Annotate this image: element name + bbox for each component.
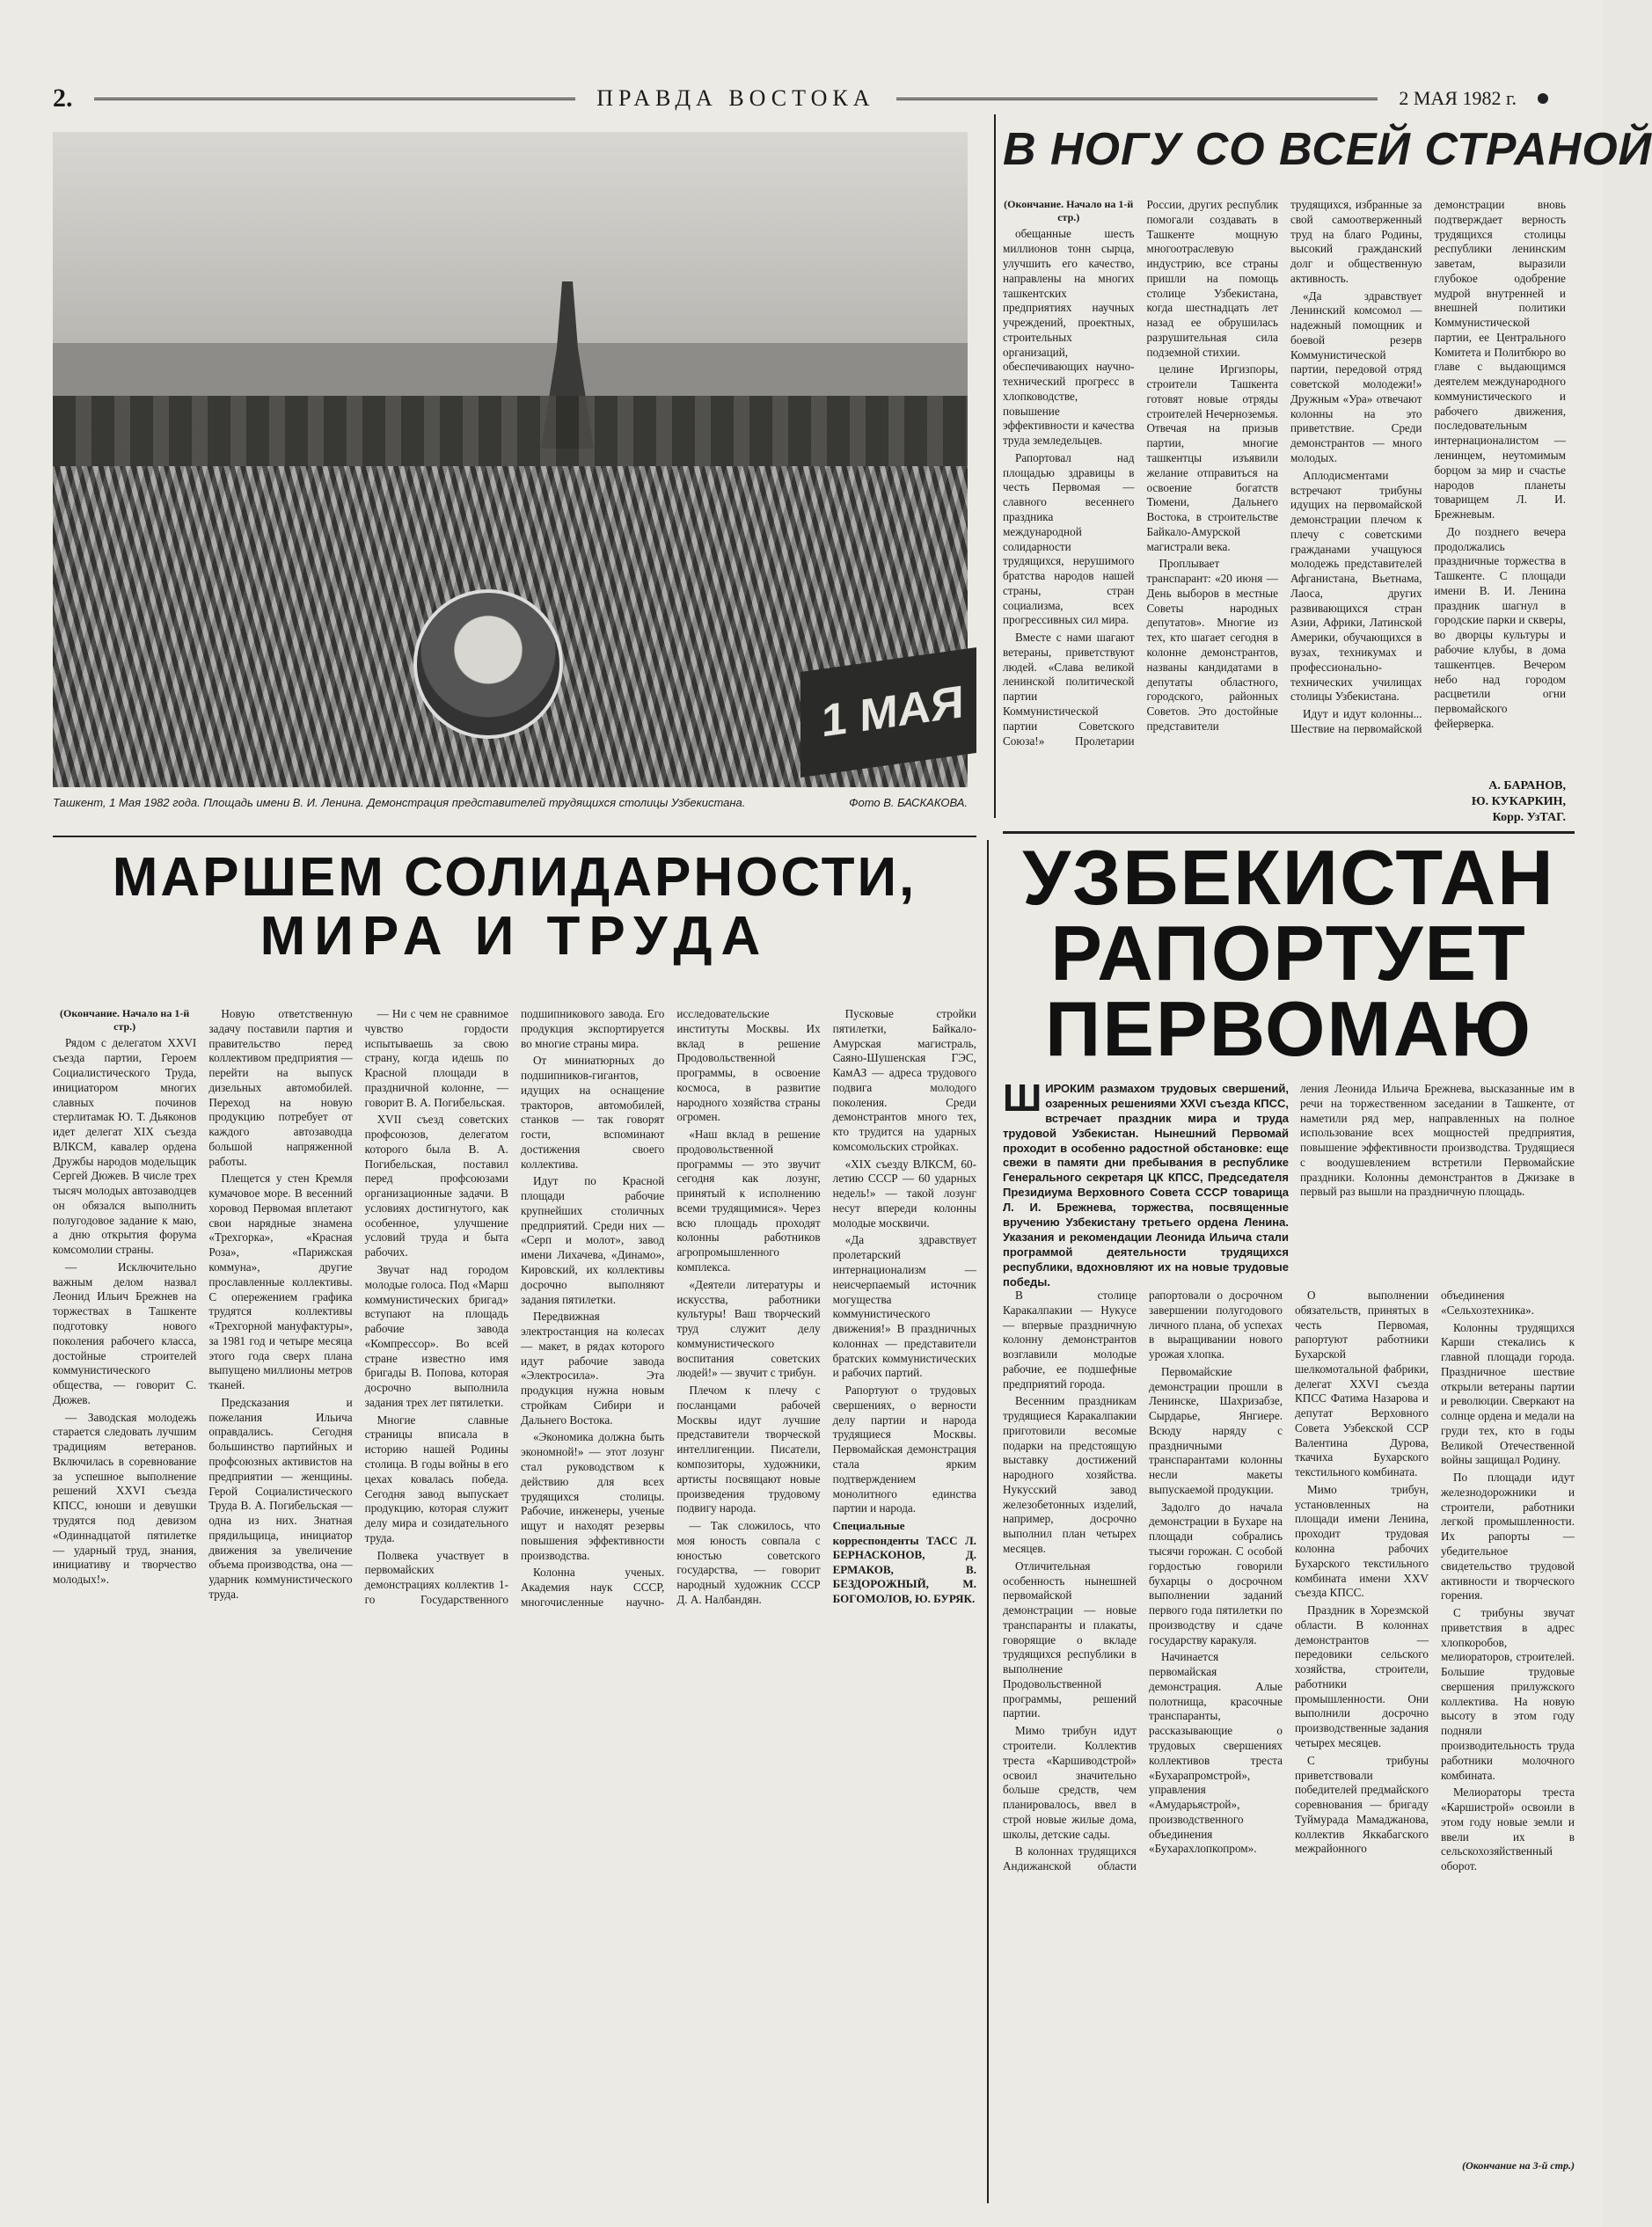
drop-cap: Ш (1003, 1077, 1042, 1120)
section-divider (53, 836, 976, 837)
paragraph: — Ни с чем не сравнимое чувство гордости испытываешь за свою страну, когда идешь по Красной площади в праздничной колонне, — говорит В. А. Погибельская. (364, 1007, 508, 1109)
paragraph: — Так сложилось, что моя юность совпала с юностью советского государства, — говорит народный художник СССР Д. А. Налбандян. (676, 1519, 821, 1606)
paragraph: Мимо трибун идут строители. Коллектив треста «Каршиводстрой» освоил значительно больше средств, чем планировалось, ввел в строй новые жилые дома, школы, детские сады. (1003, 1724, 1137, 1841)
paragraph: Предсказания и пожелания Ильича оправдались. Сегодня большинство партийных и профсоюзных активистов на предприятии — женщины. Герой Социалистического Труда В. А. Погибельская — одна из них. Знатная прядильщица, инициатор движения за увеличение объема производства, она — ударник коммунистического труда. (208, 1395, 353, 1601)
paragraph: Мимо трибун, установленных на площади имени Ленина, проходит трудовая колонна рабочих Бухарского текстильного комбината имени XXV съезда КПСС. (1295, 1482, 1429, 1600)
paragraph: Отличительная особенность нынешней первомайской демонстрации — новые транспаранты и плакаты, говорящие о вкладе трудящихся республики в выполнение Продовольственной программы, решений партии. (1003, 1559, 1137, 1720)
paragraph: Идут по Красной площади рабочие крупнейших столичных предприятий. Среди них — «Серп и молот», завод имени Лихачева, «Динамо», Кировский, их коллективы досрочно выполняют задания пятилетки. (520, 1174, 665, 1306)
lead-paragraph (1003, 1077, 1289, 1289)
right-article-body (1003, 198, 1566, 761)
title-line: МАРШЕМ СОЛИДАРНОСТИ, (112, 847, 917, 908)
paragraph: Колонна ученых. Академия наук СССР, многочисленные научно-исследовательские институты Москвы. Их вклад в решение Продовольственной программы, в освоение космоса, в развитие народного хозяйства страны огромен. (520, 1007, 821, 1609)
column-divider (994, 114, 996, 818)
banner-text: 1 МАЯ (822, 675, 964, 748)
author-name: А. БАРАНОВ, (1488, 779, 1566, 792)
paragraph: Проплывает транспарант: «20 июня — День выборов в местные Советы народных депутатов». Многие из тех, кто шагает сегодня в колонне демонстрантов, названы кандидатами в депутаты областного, городского, районных Советов. Это достойные представители трудящихся, избранные за свой самоотверженный труд на благо Родины, высокий гражданский долг и общественную активность. (1146, 198, 1422, 733)
paragraph: — Исключительно важным делом назвал Леонид Ильич Брежнев на торжествах в Ташкенте подготовку нового поколения рабочего класса, достойные строителей коммунистического общества, — говорит С. Дюжев. (53, 1260, 197, 1406)
paragraph: «Наш вклад в решение продовольственной программы — это звучит сегодня как лозунг, принятый к исполнению всеми трудящимися». Через всю площадь проходят колонны работников агропромышленного комплекса. (676, 1128, 821, 1274)
continued-note: (Окончание на 3-й стр.) (1462, 2159, 1575, 2172)
uz-article-lead (1003, 1077, 1575, 1289)
paragraph: «XIX съезду ВЛКСМ, 60-летию СССР — 60 ударных недель!» — такой лозунг несут впереди колонны молодые москвичи. (832, 1157, 976, 1230)
paragraph: С трибуны приветствовали победителей предмайского соревнования — бригаду Туймурада Мамаджанова, коллектив Яккабагского межрайонного объединения «Сельхозтехника». (1295, 1289, 1534, 1856)
paragraph: О выполнении обязательств, принятых в честь Первомая, рапортуют работники Бухарской шелкомотальной фабрики, делегат XXVI съезда КПСС Фатима Назарова и депутат Верховного Совета Узбекской ССР Валентина Дурова, ткачиха Бухарского текстильного комбината. (1295, 1289, 1429, 1479)
portrait-placard (413, 589, 563, 739)
paragraph: Плечом к плечу с посланцами рабочей Москвы идут лучшие представители творческой интеллигенции. Писатели, композиторы, художники, артисты посвящают новые произведения трудовому подвигу народа. (676, 1384, 821, 1515)
author-affiliation: Корр. УзТАГ. (1492, 811, 1566, 825)
bylines: Специальные корреспонденты ТАСС Л. БЕРНАСКОНОВ, Д. ЕРМАКОВ, В. БЕЗДОРОЖНЫЙ, М. БОГОМОЛОВ, Ю. БУРЯК. (832, 1519, 976, 1605)
uz-article-body (1003, 1289, 1575, 2150)
paragraph: Звучат над городом молодые голоса. Под «Марш коммунистических бригад» вступают на площадь рабочие завода «Компрессор». Во всей стране известно имя бригады В. Попова, которая досрочно выполнила задания трех лет пятилетки. (364, 1263, 508, 1409)
title-line: МИРА И ТРУДА (259, 905, 770, 967)
paragraph: Рапортуют о трудовых свершениях, о верности делу партии и народа трудящиеся Москвы. Первомайская демонстрация стала ярким подтверждением монолитного единства партии и народа. (832, 1384, 976, 1515)
main-article-body (53, 1007, 976, 2212)
bullet-icon (1538, 93, 1548, 104)
masthead-rule-left (94, 98, 576, 100)
photo-sky (53, 132, 968, 343)
paragraph: Первомайские демонстрации прошли в Ленинске, Шахризабзе, Сырдарье, Янгиере. Всюду наряду с праздничными транспарантами колонны несли макеты выпускаемой продукции. (1149, 1364, 1283, 1496)
paragraph: С трибуны звучат приветствия в адрес хлопкоробов, мелиораторов, строителей. Большие трудовые свершения прилужского коллектива. На новую высоту в этом году подняли производительность труда работники молочного комбината. (1441, 1606, 1575, 1782)
paragraph: В столице Каракалпакии — Нукусе — впервые праздничную колонну демонстрантов возглавили молодые рабочие, ее подшефные предприятий города. (1003, 1289, 1137, 1391)
title-line: ПЕРВОМАЮ (1044, 985, 1533, 1073)
uz-article-title (1003, 834, 1575, 1077)
photo-caption-text: Ташкент, 1 Мая 1982 года. Площадь имени В. И. Ленина. Демонстрация представителей трудящихся столицы Узбекистана. (53, 795, 746, 809)
paragraph: целине Иргизпоры, строители Ташкента готовят новые отряды строителей Нечерноземья. Отвечая на призыв партии, многие ташкентцы изъявили желание отправиться на освоение богатств Тюмени, Дальнего Востока, в строительстве Байкало-Амурской магистрали века. (1146, 362, 1278, 553)
paragraph: «Да здравствует пролетарский интернационализм — неисчерпаемый источник могущества коммунистического движения!» В праздничных колоннах — представители братских коммунистических и рабочих партий. (832, 1233, 976, 1380)
paragraph: От миниатюрных до подшипников-гигантов, идущих на оснащение тракторов, автомобилей, станков — так говорят гости, вспоминают достижения своего коллектива. (520, 1054, 665, 1171)
paragraph: Рапортовал над площадью здравицы в честь Первомая — славного весеннего праздника международной солидарности трудящихся, нерушимого братства народов нашей страны, стран социализма, всех прогрессивных сил мира. (1003, 450, 1135, 627)
paragraph: Новую ответственную задачу поставили партия и правительство перед коллективом предприятия — перейти на выпуск дизельных автомобилей. Переход на новую продукцию потребует от каждого автозаводца большой напряженной работы. (208, 1007, 353, 1168)
demonstration-photo (53, 132, 968, 787)
title-line: РАПОРТУЕТ (1050, 909, 1527, 997)
paragraph: XVII съезд советских профсоюзов, делегатом которого была В. А. Погибельская, поставил перед профсоюзами организационные задачи. В условиях достигнутого, как особенное, улучшение условий труда и быта рабочих. (364, 1113, 508, 1260)
paragraph: Мелиораторы треста «Каршистрой» освоили в этом году новые земли и ввели их в сельскохозяйственный оборот. (1441, 1785, 1575, 1873)
paragraph: Колонны трудящихся Карши стекались к главной площади города. Праздничное шествие открыли ветераны партии и революции. Сверкают на солнце ордена и медали на груди тех, кто в годы Великой Отечественной войны защищал Родину. (1441, 1320, 1575, 1467)
paragraph: обещанные шесть миллионов тонн сырца, улучшить его качество, направлены на многих ташкентских предприятиях научных учреждений, проектных, строительных организаций, обеспечивающих научно-технический прогресс в хлопководстве, повышение эффективности и качества труда земледельцев. (1003, 227, 1135, 448)
paragraph: Аплодисментами встречают трибуны идущих на первомайской демонстрации плечом к плечу с советскими гражданами учащуюся молодежь представителей Афганистана, Вьетнама, Лаоса, других развивающихся стран Азии, Африки, Латинской Америки, обучающихся в вузах, техникумах и профессионально-технических училищах столицы Узбекистана. (1290, 468, 1422, 704)
right-article-signature (1372, 778, 1566, 827)
paragraph: Рядом с делегатом XXVI съезда партии, Героем Социалистического Труда, инициатором многих славных починов стерлитамак Ю. Т. Дьяконов идет делегат XIX съезда ВЛКСМ, кавалер ордена Дружбы народов модельщик Сергей Дюжев. В числе трех тысяч молодых автозаводцев он обязался выполнить полугодовое задание к маю, а дню открытия форума комсомолии страны. (53, 1036, 197, 1257)
paragraph: Полвека участвует в первомайских демонстрациях коллектив 1-го Государственного подшипникового завода. Его продукция экспортируется во многие страны мира. (364, 1007, 665, 1606)
main-article-title (53, 849, 976, 998)
paragraph: Многие славные страницы вписала в историю нашей Родины столица. В годы войны в его цехах ковалась победа. Сегодня завод выпускает продукцию, которая служит делу мира и созидательного труда. (364, 1413, 508, 1544)
paragraph: Праздник в Хорезмской области. В колоннах демонстрантов — передовики сельского хозяйства, строители, работники промышленности. Они выполнили досрочно производственные задания четырех месяцев. (1295, 1603, 1429, 1749)
paragraph: В колоннах трудящихся Андижанской области рапортовали о досрочном завершении полугодового личного плана, об успехах в выращивании нового урожая хлопка. (1003, 1289, 1283, 1873)
newspaper-name: ПРАВДА ВОСТОКА (596, 85, 875, 111)
issue-date: 2 МАЯ 1982 г. (1399, 87, 1517, 109)
masthead-rule-right (896, 98, 1378, 100)
lead-text: ИРОКИМ размахом трудовых свершений, озаренных решениями XXVI съезда КПСС, встречает праздник мира и труда трудовой Узбекистан. Нынешний Первомай проходит в особенно радостной обстановке: еще свежи в памяти дни пребывания в республике Генерального секретаря ЦК КПСС, Председателя Президиума Верховного Совета СССР товарища Л. И. Брежнева, торжества, посвященные вручению Узбекистану третьего ордена Ленина. Указания и рекомендации Леонида Ильича стали программой деятельности трудящихся республики, вдохновляют их на новые трудовые победы. (1003, 1082, 1289, 1289)
photo-trees (53, 396, 968, 475)
paragraph: Задолго до начала демонстрации в Бухаре на площади собрались тысячи горожан. С особой гордостью говорили бухарцы о досрочном выполнении заданий первого года пятилетки по производству и сдаче государству каракуля. (1149, 1500, 1283, 1647)
paragraph: Вместе с нами шагают ветераны, приветствуют людей. «Слава великой ленинской политической партии Коммунистической партии Советского Союза!» Пролетарии России, других республик помогали создавать в Ташкенте мощную многоотраслевую индустрию, все страны пришли на помощь столице Узбекистана, когда шестнадцать лет назад ее обрушилась разрушительная сила подземной стихии. (1003, 198, 1278, 748)
paragraph: Пусковые стройки пятилетки, Байкало-Амурская магистраль, Саяно-Шушенская ГЭС, КамАЗ — адреса трудового подвига молодого поколения. Среди демонстрантов много тех, кто трудится на ударных комсомольских стройках. (832, 1007, 976, 1153)
column-divider (987, 840, 989, 2203)
paragraph: Идут и идут колонны... Шествие на первомайской демонстрации вновь подтверждает верность трудящихся столицы республики ленинским заветам, выразили глубокое одобрение мудрой внутренней и внешней политики Коммунистической партии, ее Центрального Комитета и Политбюро во главе с выдающимся деятелем международного коммунистического и рабочего движения, последовательным интернационалистом — ленинцем, неутомимым борцом за мир и счастье народов планеты товарищем Л. И. Брежневым. (1290, 198, 1566, 735)
author-name: Ю. КУКАРКИН, (1471, 795, 1566, 809)
paragraph: Начинается первомайская демонстрация. Алые полотнища, красочные транспаранты, рассказывающие о трудовых свершениях коллективов треста «Бухарапромстрой», управления «Амударьястрой», производственного объединения «Бухарахлопкопром». (1149, 1650, 1283, 1856)
continuation-note: (Окончание. Начало на 1-й стр.) (1004, 198, 1134, 224)
title-line: УЗБЕКИСТАН (1022, 834, 1555, 921)
photo-credit: Фото В. БАСКАКОВА. (849, 795, 968, 809)
paragraph: Передвижная электростанция на колесах — макет, в рядах которого идут рабочие завода «Электросила». Эта продукция нужна новым стройкам Сибири и Дальнего Востока. (520, 1310, 665, 1427)
paragraph: — Заводская молодежь старается следовать лучшим традициям ветеранов. Включилась в соревнование за успешное выполнение решений XXVI съезда КПСС, юноши и девушки трудятся под девизом «Одиннадцатой пятилетке — ударный труд, знания, инициативу и творчество молодых!». (53, 1410, 197, 1587)
photo-caption (53, 792, 968, 813)
paragraph: Весенним праздникам трудящиеся Каракалпакии приготовили весомые подарки на предстоящую выставку достижений народного хозяйства. Нукусский завод железобетонных изделий, например, досрочно выполнил план четырех месяцев. (1003, 1394, 1137, 1556)
continuation-note: (Окончание. Начало на 1-й стр.) (60, 1007, 190, 1033)
paragraph: До позднего вечера продолжались праздничные торжества в Ташкенте. С площади имени В. И. Ленина праздник шагнул в городские парки и скверы, во дворцы культуры и рабочие клубы, в дома ташкентцев. Вечером небо над городом расцветили огни первомайского фейерверка. (1434, 524, 1566, 730)
right-article-title: В НОГУ СО ВСЕЙ СТРАНОЙ (1003, 124, 1652, 175)
paragraph: «Экономика должна быть экономной!» — этот лозунг стал руководством к действию для всех трудящихся столицы. Рабочие, инженеры, ученые ищут и находят резервы повышения эффективности производства. (520, 1430, 665, 1562)
paragraph: «Да здравствует Ленинский комсомол — надежный помощник и боевой резерв Коммунистической партии, передовой отряд советской молодежи!» Дружным «Ура» отвечают колонны на это приветствие. Среди демонстрантов — много молодых. (1290, 288, 1422, 465)
lead-side-column: ления Леонида Ильича Брежнева, высказанные им в речи на торжественном заседании в Ташкенте, от наметили ряд мер, направленных на полное использование всех мощностей предприятия, повышение эффективности производства. Трудящиеся с воодушевлением встретили Первомайские праздники. Колонны демонстрантов в Джизаке в первый раз вышли на праздничную площадь. (1300, 1082, 1575, 1199)
page-number: 2. (53, 84, 73, 113)
paragraph: Плещется у стен Кремля кумачовое море. В весенний хоровод Первомая вплетают свои нарядные знамена «Трехгорка», «Красная Роза», «Парижская коммуна», другие прославленные коллективы. С опережением графика трудятся коллективы «Трехгорной мануфактуры», за 1981 год и четыре месяца этого года сверх плана выпущено миллионы метров тканей. (208, 1172, 353, 1392)
paragraph: По площади идут железнодорожники и строители, работники легкой промышленности. Их рапорты — убедительное свидетельство трудовой активности и творческого горения. (1441, 1471, 1575, 1603)
paragraph: «Деятели литературы и искусства, работники культуры! Ваш творческий труд служит делу коммунистического воспитания советских людей!» — звучит с трибун. (676, 1277, 821, 1380)
masthead (53, 81, 1548, 116)
